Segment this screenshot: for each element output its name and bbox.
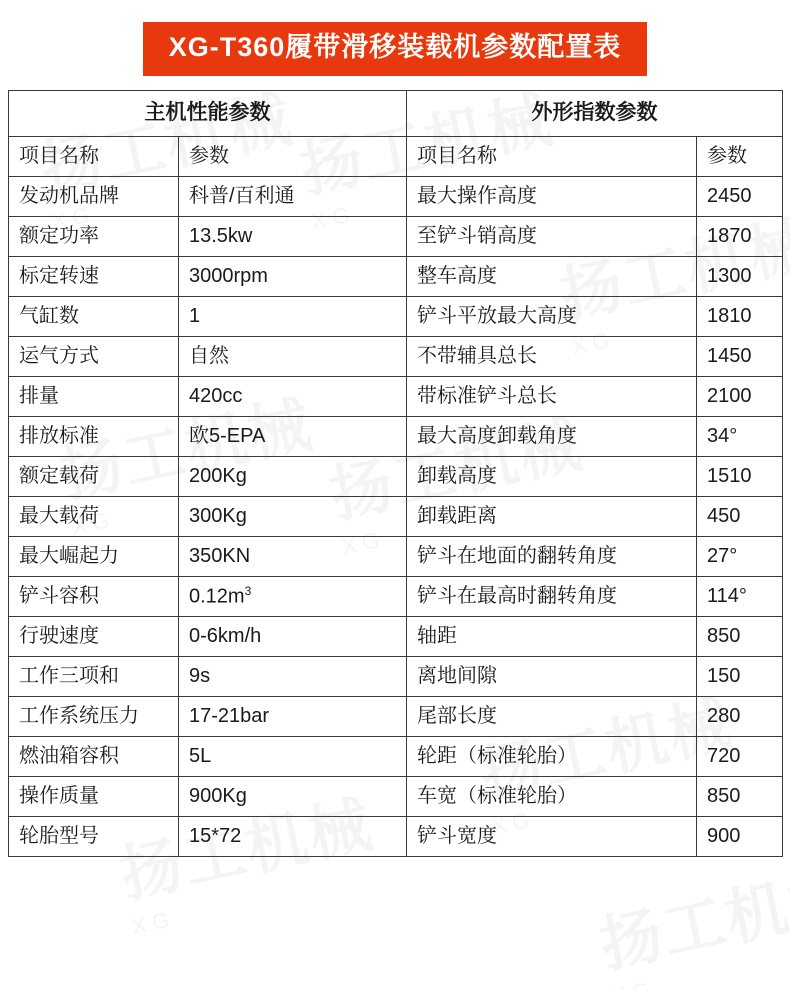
- row-name-right: 最大高度卸载角度: [407, 416, 697, 456]
- table-row: [9, 336, 783, 376]
- row-name-right: 铲斗在最高时翻转角度: [407, 576, 697, 617]
- table-row: [9, 456, 783, 496]
- row-value-left: 300Kg: [179, 496, 407, 536]
- row-value-left: 200Kg: [179, 456, 407, 496]
- row-value-left: 15*72: [179, 817, 407, 857]
- row-value-right: 27°: [697, 536, 783, 576]
- column-header-item-name-left: 项目名称: [9, 136, 179, 176]
- row-name-left: 气缸数: [9, 296, 179, 336]
- column-header-item-name-right: 项目名称: [407, 136, 697, 176]
- table-row: [9, 576, 783, 617]
- row-name-left: 操作质量: [9, 777, 179, 817]
- table-row: [9, 176, 783, 216]
- row-value-left: 900Kg: [179, 777, 407, 817]
- row-name-left: 运气方式: [9, 336, 179, 376]
- row-name-left: 轮胎型号: [9, 817, 179, 857]
- row-value-left: 科普/百利通: [179, 176, 407, 216]
- spec-table: [8, 90, 783, 858]
- row-value-right: 2100: [697, 376, 783, 416]
- row-value-right: 850: [697, 777, 783, 817]
- row-value-left: 9s: [179, 657, 407, 697]
- row-name-right: 最大操作高度: [407, 176, 697, 216]
- title-container: [0, 0, 790, 90]
- row-name-right: 带标准铲斗总长: [407, 376, 697, 416]
- row-name-left: 发动机品牌: [9, 176, 179, 216]
- row-name-left: 额定功率: [9, 216, 179, 256]
- table-row: [9, 416, 783, 456]
- row-name-left: 铲斗容积: [9, 576, 179, 617]
- table-row: [9, 296, 783, 336]
- row-value-left: 0-6km/h: [179, 617, 407, 657]
- row-value-right: 450: [697, 496, 783, 536]
- row-name-right: 离地间隙: [407, 657, 697, 697]
- row-value-left-text: 0.12m: [189, 585, 245, 608]
- row-name-left: 行驶速度: [9, 617, 179, 657]
- row-value-right: 114°: [697, 576, 783, 617]
- table-row: [9, 376, 783, 416]
- table-head: [9, 90, 783, 176]
- row-value-right: 850: [697, 617, 783, 657]
- table-row: [9, 536, 783, 576]
- row-value-right: 1510: [697, 456, 783, 496]
- page-title: XG-T360履带滑移装载机参数配置表: [143, 22, 648, 76]
- row-value-left: 420cc: [179, 376, 407, 416]
- row-value-left: 3000rpm: [179, 256, 407, 296]
- row-name-right: 不带辅具总长: [407, 336, 697, 376]
- row-name-right: 至铲斗销高度: [407, 216, 697, 256]
- table-row: [9, 817, 783, 857]
- group-header-main-performance: 主机性能参数: [9, 90, 407, 136]
- row-value-right: 1450: [697, 336, 783, 376]
- column-header-value-left: 参数: [179, 136, 407, 176]
- row-value-left: 自然: [179, 336, 407, 376]
- table-body: [9, 176, 783, 857]
- row-name-left: 排放标准: [9, 416, 179, 456]
- row-name-left: 标定转速: [9, 256, 179, 296]
- row-value-left: 17-21bar: [179, 697, 407, 737]
- row-name-right: 轮距（标准轮胎）: [407, 737, 697, 777]
- table-row: [9, 657, 783, 697]
- row-value-right: 720: [697, 737, 783, 777]
- row-value-left: 350KN: [179, 536, 407, 576]
- row-value-right: 34°: [697, 416, 783, 456]
- row-name-right: 车宽（标准轮胎）: [407, 777, 697, 817]
- row-value-right: 1810: [697, 296, 783, 336]
- column-header-value-right: 参数: [697, 136, 783, 176]
- table-row: [9, 777, 783, 817]
- row-value-right: 280: [697, 697, 783, 737]
- group-header-dimension: 外形指数参数: [407, 90, 783, 136]
- row-value-left: [179, 576, 407, 617]
- row-name-left: 最大崛起力: [9, 536, 179, 576]
- row-name-left: 排量: [9, 376, 179, 416]
- column-header-row: [9, 136, 783, 176]
- row-name-right: 卸载距离: [407, 496, 697, 536]
- row-value-left-superscript: 3: [244, 583, 252, 598]
- row-name-right: 卸载高度: [407, 456, 697, 496]
- row-name-left: 工作三项和: [9, 657, 179, 697]
- row-name-right: 铲斗在地面的翻转角度: [407, 536, 697, 576]
- row-value-left: 欧5-EPA: [179, 416, 407, 456]
- row-value-right: 1870: [697, 216, 783, 256]
- row-value-right: 2450: [697, 176, 783, 216]
- row-value-right: 150: [697, 657, 783, 697]
- table-row: [9, 496, 783, 536]
- table-row: [9, 697, 783, 737]
- table-row: [9, 617, 783, 657]
- row-value-left: 13.5kw: [179, 216, 407, 256]
- table-row: [9, 737, 783, 777]
- row-name-left: 工作系统压力: [9, 697, 179, 737]
- row-name-right: 轴距: [407, 617, 697, 657]
- row-name-left: 最大载荷: [9, 496, 179, 536]
- row-name-right: 整车高度: [407, 256, 697, 296]
- row-name-left: 燃油箱容积: [9, 737, 179, 777]
- table-row: [9, 256, 783, 296]
- row-value-right: 1300: [697, 256, 783, 296]
- row-value-left: 1: [179, 296, 407, 336]
- row-value-left: 5L: [179, 737, 407, 777]
- row-name-right: 尾部长度: [407, 697, 697, 737]
- row-name-right: 铲斗平放最大高度: [407, 296, 697, 336]
- row-name-right: 铲斗宽度: [407, 817, 697, 857]
- spec-table-container: [0, 90, 790, 868]
- group-header-row: [9, 90, 783, 136]
- row-name-left: 额定载荷: [9, 456, 179, 496]
- table-row: [9, 216, 783, 256]
- row-value-right: 900: [697, 817, 783, 857]
